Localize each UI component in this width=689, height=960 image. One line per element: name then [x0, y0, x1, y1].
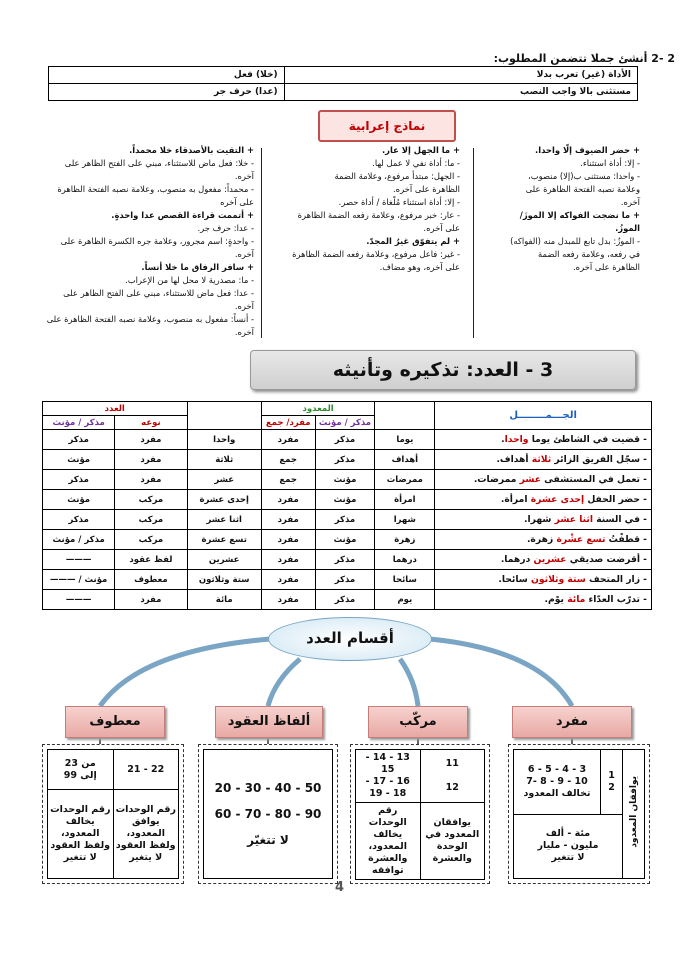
cell-n-word: واحدا [187, 430, 261, 450]
cell-n-gender: مؤنث [43, 490, 115, 510]
table-row [48, 790, 179, 879]
murakkab-r1-left-text: 13 - 14 - 15 16 - 17 - 18 - 19 [365, 752, 410, 799]
cell-n-type: مركب [115, 490, 187, 510]
sentence-text: شهرا. [524, 514, 555, 525]
sentence-number: اثنا عشر [554, 514, 593, 525]
model-parsing-line: - الموزُ: بدل تابع للمبدل منه (الفواكه) [510, 236, 640, 246]
subheader-counted-number: مفرد/ جمع [261, 416, 315, 430]
sentence-text: - في السنة [593, 514, 647, 525]
divisions-title: أقسام العدد [268, 617, 432, 661]
cell-n-gender: مؤنث [43, 450, 115, 470]
cell-n-gender: مذكر [43, 510, 115, 530]
sentence-text: - قضيت في الشاطئ يوما [528, 434, 647, 445]
model-parsing-line: - محمداً: مفعول به منصوب، وعلامة نصبه الفتحة الظاهرة [57, 184, 254, 194]
cell-c-word: يوم [375, 590, 435, 610]
model-parsing-line: الظاهرة على آخره. [573, 262, 640, 272]
cell-n-gender: مذكر / مؤنث [43, 530, 115, 550]
task-cell: مستثنى بالا واجب النصب [284, 84, 637, 101]
connector-line [100, 639, 270, 706]
header-sentences: الجـــمــــــــل [435, 402, 652, 430]
sentence-number: تسع عشْرة [556, 534, 606, 545]
model-example: الموزُ. [615, 223, 640, 233]
table-row [48, 750, 179, 790]
mufrad-r2 [514, 814, 623, 879]
cell-n-type: مفرد [115, 450, 187, 470]
cell-c-num: مفرد [261, 490, 315, 510]
section-title: 3 - العدد: تذكيره وتأنيثه [250, 350, 636, 390]
sentence-text: - حضر الحفل [584, 494, 647, 505]
cell-c-gender: مذكر [315, 510, 375, 530]
uqud-inner-table [203, 749, 333, 879]
header-counted: المعدود [261, 402, 375, 416]
sentence-text: يوْم. [544, 594, 568, 605]
cell-c-num: مفرد [261, 530, 315, 550]
sentence-number: ثلاثة [531, 454, 552, 465]
mufrad-r1-left-text: 3 - 4 - 5 - 6 10 - 9 - 8 -7 تخالف المعدود [523, 763, 591, 799]
model-parsing-line: - ما: أداة نفي لا عمل لها. [372, 158, 460, 168]
model-parsing-line: - أنساً: مفعول به منصوب، وعلامة نصبه الفتحة الظاهرة على [46, 314, 254, 324]
sentence-text: . [501, 434, 505, 445]
cell-c-gender: مذكر [315, 570, 375, 590]
matuf-r2-left: رقم الوحدات يخالف المعدود، ولفظ العقود لا تتغير [48, 790, 114, 879]
mufrad-inner-table [513, 749, 645, 879]
mufrad-r1-right [601, 750, 623, 815]
model-parsing-line: على آخره، وهو مضاف. [379, 262, 460, 272]
cell-c-gender: مؤنث [315, 530, 375, 550]
cell-n-type: لفظ عقود [115, 550, 187, 570]
sentence-number: عشر [519, 474, 541, 485]
model-example: + ما نضجت الفواكه إلا الموزَ/ [519, 210, 640, 220]
sentence-number: ستة وثلاثون [531, 574, 586, 585]
sentence-text: سائحا. [498, 574, 532, 585]
model-parsing-line: على آخره [220, 197, 254, 207]
task-cell: (عدا) حرف جر [49, 84, 285, 101]
model-example: + ما الجهل إلا عار. [381, 145, 460, 155]
model-parsing-line: آخره. [234, 327, 254, 337]
cell-c-num: جمع [261, 450, 315, 470]
page-number: 4 [335, 880, 345, 895]
header-number: العدد [43, 402, 188, 416]
model-parsing-line: في رفعه، وعلامة رفعه الضمة [538, 249, 640, 259]
cell-n-gender: مؤنث / ——— [43, 570, 115, 590]
cell-n-word: اثنا عشر [187, 510, 261, 530]
category-matuf: معطوف [65, 706, 165, 738]
table-row [356, 803, 485, 880]
model-parsing-line: آخره. [234, 301, 254, 311]
uqud-line-3: لا تتغيّر [247, 833, 289, 847]
cell-c-num: مفرد [261, 430, 315, 450]
task-cell: الأداة (غير) تعرب بدلا [284, 67, 637, 84]
model-parsing-line: - إلا: أداة استثناء مُلْغاة / أداة حصر. [338, 197, 460, 207]
sentence-number: إحدى عشرة [530, 494, 585, 505]
mufrad-side-cell [623, 750, 645, 879]
cell-c-word: ممرضات [375, 470, 435, 490]
cell-c-word: شهرا [375, 510, 435, 530]
model-parsing-line: - عار: خبر مرفوع، وعلامة رفعه الضمة الظاهرة [297, 210, 460, 220]
matuf-box [42, 744, 184, 884]
cell-c-word: زهرة [375, 530, 435, 550]
cell-c-word: درهما [375, 550, 435, 570]
murakkab-r2-right: يوافقان المعدود في الوحدة والعشرة [420, 803, 485, 880]
task-cell: (خلا) فعل [49, 67, 285, 84]
cell-n-word: عشر [187, 470, 261, 490]
cell-n-word: عشرين [187, 550, 261, 570]
cell-n-gender: مذكر [43, 470, 115, 490]
matuf-r2-right: رقم الوحدات يوافق المعدود، ولفظ العقود لا يتغير [113, 790, 179, 879]
cell-n-type: مفرد [115, 470, 187, 490]
connector-line [268, 659, 300, 706]
mufrad-r1-right-text: 1 2 [608, 769, 615, 793]
murakkab-r1-right [420, 750, 485, 803]
model-parsing-line: - خلا: فعل ماض للاستثناء، مبني على الفتح الظاهر على [64, 158, 254, 168]
sentence-text: درهما. [500, 554, 534, 565]
sentence-number: عشرين [533, 554, 567, 565]
cell-n-gender: ——— [43, 550, 115, 570]
cell-c-word: أهداف [375, 450, 435, 470]
uqud-cell [204, 750, 333, 879]
model-parsing-line: - واحدا: مستثنى ب(إلا) منصوب، [528, 171, 640, 181]
uqud-line-2: 60 - 70 - 80 - 90 [214, 807, 322, 821]
cell-c-gender: مذكر [315, 550, 375, 570]
sentence-text: - أقرضت صديقي [566, 554, 647, 565]
cell-c-gender: مؤنث [315, 490, 375, 510]
cell-c-word: سائحا [375, 570, 435, 590]
cell-n-type: معطوف [115, 570, 187, 590]
sentence-text: زهرة. [526, 534, 557, 545]
cell-c-num: مفرد [261, 590, 315, 610]
table-row [514, 750, 645, 815]
sentence-text: ممرضات. [473, 474, 520, 485]
sentence-text: امرأة. [500, 494, 531, 505]
cell-c-word: امرأة [375, 490, 435, 510]
models-title: نماذج إعرابية [318, 110, 456, 142]
connector-line [430, 639, 572, 706]
subheader-counted-gender: مذكر / مؤنث [315, 416, 375, 430]
model-parsing-line: - واحدةٍ: اسم مجرور، وعلامة جره الكسرة الظاهرة على [60, 236, 254, 246]
model-example: + التقيت بالأصدقاء خلا محمداً. [129, 145, 254, 155]
model-example: + حضر الضيوف إلّا واحدا. [535, 145, 640, 155]
cell-n-word: ثلاثة [187, 450, 261, 470]
sentence-number: مائة [567, 594, 586, 605]
exercise-heading: 2 -2 أنشئ جملا تتضمن المطلوب: [493, 52, 675, 65]
cell-c-num: مفرد [261, 510, 315, 530]
model-parsing-line: آخره. [234, 171, 254, 181]
murakkab-r2-left: رقم الوحدات يخالف المعدود، والعشرة توافقه [356, 803, 421, 880]
matuf-inner-table [47, 749, 179, 879]
subheader-number-gender: مذكر / مؤنث [43, 416, 115, 430]
model-parsing-line: - عدا: فعل ماض للاستثناء، مبني على الفتح الظاهر على [63, 288, 254, 298]
mufrad-r2-text: مئة - ألف مليون - مليار لا تتغير [537, 828, 599, 864]
cell-c-gender: مؤنث [315, 470, 375, 490]
sentence-text: أهداف. [496, 454, 532, 465]
matuf-r1-right: 21 - 22 [113, 750, 179, 790]
model-parsing-line: - ما: مصدرية لا محل لها من الإعراب. [125, 275, 254, 285]
model-parsing-line: الظاهرة على آخره. [393, 184, 460, 194]
cell-n-word: مائة [187, 590, 261, 610]
sentence-text: - زار المتحف [585, 574, 647, 585]
model-example: + لم يتفوّق غيرُ المجدّ. [366, 236, 460, 246]
model-parsing-line: على آخره. [423, 223, 460, 233]
murakkab-box [350, 744, 490, 884]
mufrad-r1-left [514, 750, 601, 815]
uqud-box [198, 744, 338, 884]
cell-n-gender: ——— [43, 590, 115, 610]
cell-n-word: تسع عشرة [187, 530, 261, 550]
model-parsing-line: - عدا: حرف جر. [197, 223, 254, 233]
cell-c-gender: مذكر [315, 590, 375, 610]
model-example: + سافر الرفاق ما خلا أنساً. [141, 262, 254, 272]
murakkab-inner-table [355, 749, 485, 880]
model-parsing-line: آخره. [620, 197, 640, 207]
table-row [204, 750, 333, 879]
model-parsing-line: آخره. [234, 249, 254, 259]
subheader-number-type: نوعه [115, 416, 187, 430]
mufrad-box [508, 744, 650, 884]
cell-c-num: مفرد [261, 570, 315, 590]
model-parsing-line: - غير: فاعل مرفوع، وعلامة رفعه الضمة الظاهرة [292, 249, 460, 259]
matuf-r1-left-text: من 23 إلى 99 [63, 757, 97, 781]
murakkab-r1-right-text: 11 12 [445, 758, 459, 793]
model-example: + أتممت قراءة القصص عدا واحدةٍ. [111, 210, 254, 220]
sentence-text: - سجّل الفريق الزائر [551, 454, 647, 465]
connector-line [400, 659, 418, 706]
cell-c-num: جمع [261, 470, 315, 490]
cell-c-word: يوما [375, 430, 435, 450]
cell-c-gender: مذكر [315, 450, 375, 470]
cell-n-word: ستة وثلاثون [187, 570, 261, 590]
table-row [356, 750, 485, 803]
category-mufrad: مفرد [512, 706, 632, 738]
murakkab-r1-left [356, 750, 421, 803]
cell-n-type: مركب [115, 510, 187, 530]
matuf-r1-left [48, 750, 114, 790]
sentence-text: - تعمل في المستشفى [540, 474, 647, 485]
sentence-number: واحدا [504, 434, 529, 445]
category-uqud: ألفاظ العقود [215, 706, 323, 738]
mufrad-side-label: يوافقان المعدود [628, 776, 639, 848]
sentence-text: - تدرّب العدّاء [585, 594, 647, 605]
cell-n-type: مفرد [115, 590, 187, 610]
cell-n-word: إحدى عشرة [187, 490, 261, 510]
cell-c-gender: مذكر [315, 430, 375, 450]
model-parsing-line: - الجهل: مبتدأ مرفوع، وعلامة الضمة [334, 171, 460, 181]
uqud-line-1: 20 - 30 - 40 - 50 [214, 781, 322, 795]
cell-n-type: مركب [115, 530, 187, 550]
cell-n-gender: مذكر [43, 430, 115, 450]
cell-c-num: مفرد [261, 550, 315, 570]
model-parsing-line: وعلامة نصبه الفتحة الظاهرة على [525, 184, 640, 194]
sentence-text: - قطفْتُ [605, 534, 647, 545]
category-murakkab: مركّب [368, 706, 468, 738]
cell-n-type: مفرد [115, 430, 187, 450]
model-parsing-line: - إلا: أداة استثناء. [580, 158, 640, 168]
